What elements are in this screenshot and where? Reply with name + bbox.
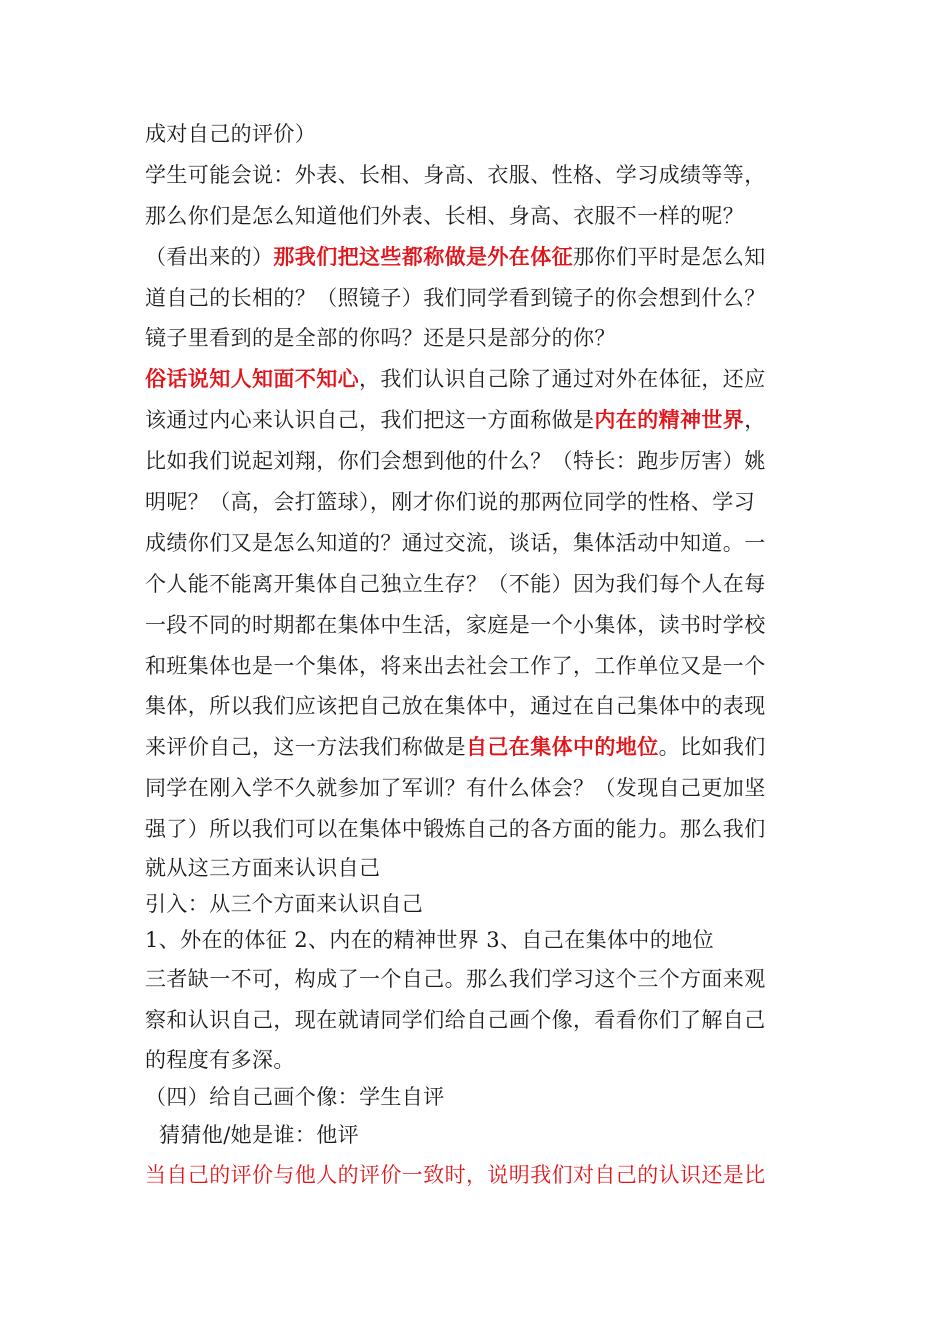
highlight-text: 俗话说知人知面不知心 <box>145 366 359 392</box>
paragraph-line <box>145 1000 810 1041</box>
text-segment: ，我们认识自己除了通过对外在体征，还应 <box>359 367 766 392</box>
paragraph-line <box>145 1115 810 1155</box>
highlight-text: 自己在集体中的地位 <box>466 734 659 760</box>
paragraph-line <box>145 441 810 482</box>
paragraph-line <box>145 278 810 319</box>
text-segment: 镜子里看到的是全部的你吗？还是只是部分的你？ <box>145 326 616 351</box>
paragraph-line <box>145 318 810 359</box>
paragraph-line <box>145 768 810 809</box>
paragraph-line <box>145 727 810 768</box>
paragraph-line <box>145 922 810 959</box>
text-segment: 引入：从三个方面来认识自己 <box>145 892 424 917</box>
paragraph-line <box>145 400 810 441</box>
paragraph-line <box>145 523 810 564</box>
text-segment: ， <box>744 408 766 433</box>
text-segment: 察和认识自己，现在就请同学们给自己画个像，看看你们了解自己 <box>145 1007 766 1032</box>
text-segment: 学生可能会说：外表、长相、身高、衣服、性格、学习成绩等等， <box>145 162 766 187</box>
text-segment: 1、外在的体征 2、内在的精神世界 3、自己在集体中的地位 <box>145 928 715 953</box>
text-segment: 猜猜他/她是谁：他评 <box>159 1122 360 1147</box>
paragraph-line <box>145 359 810 400</box>
text-segment: 来评价自己，这一方法我们称做是 <box>145 735 466 760</box>
paragraph-line <box>145 155 810 196</box>
text-segment: 的程度有多深。 <box>145 1047 295 1072</box>
highlight-text: 内在的精神世界 <box>594 407 745 433</box>
text-segment: 集体，所以我们应该把自己放在集体中，通过在自己集体中的表现 <box>145 694 766 719</box>
paragraph-line <box>145 237 810 278</box>
paragraph-line <box>145 564 810 605</box>
paragraph-line <box>145 959 810 1000</box>
paragraph-line <box>145 482 810 523</box>
text-segment: （看出来的） <box>145 244 274 269</box>
paragraph-line <box>145 1041 810 1079</box>
text-segment: 强了）所以我们可以在集体中锻炼自己的各方面的能力。那么我们 <box>145 817 766 842</box>
text-segment: 三者缺一不可，构成了一个自己。那么我们学习这个三个方面来观 <box>145 967 766 992</box>
text-segment: 成对自己的评价） <box>145 122 317 146</box>
text-segment: 同学在刚入学不久就参加了军训？有什么体会？（发现自己更加坚 <box>145 776 766 801</box>
paragraph-line <box>145 196 810 237</box>
paragraph-line <box>145 1079 810 1115</box>
paragraph-line <box>145 850 810 887</box>
paragraph-line <box>145 887 810 922</box>
text-segment: 就从这三方面来认识自己 <box>145 856 381 881</box>
paragraph-line <box>145 646 810 687</box>
document-page <box>145 114 810 1195</box>
paragraph-line <box>145 605 810 646</box>
text-segment: 道自己的长相的？（照镜子）我们同学看到镜子的你会想到什么？ <box>145 285 766 310</box>
text-segment: 。 <box>658 735 681 760</box>
text-segment: 一段不同的时期都在集体中生活，家庭是一个小集体，读书时学校 <box>145 612 766 637</box>
text-segment: 比如我们说起刘翔，你们会想到他的什么？（特长：跑步厉害）姚 <box>145 449 766 474</box>
highlight-text: 当自己的评价与他人的评价一致时，说明我们对自己的认识还是比 <box>145 1162 766 1187</box>
text-segment: 和班集体也是一个集体，将来出去社会工作了，工作单位又是一个 <box>145 653 766 678</box>
text-segment: 那你们平时是怎么知 <box>573 244 766 269</box>
text-segment: （四）给自己画个像：学生自评 <box>145 1084 445 1109</box>
paragraph-line <box>145 1155 810 1195</box>
highlight-text: 那我们把这些都称做是外在体征 <box>273 243 574 269</box>
text-segment: 成绩你们又是怎么知道的？通过交流，谈话，集体活动中知道。一 <box>145 530 766 555</box>
paragraph-line <box>145 114 810 155</box>
text-segment: 比如我们 <box>680 735 766 760</box>
text-segment: 那么你们是怎么知道他们外表、长相、身高、衣服不一样的呢？ <box>145 203 745 228</box>
text-segment: 该通过内心来认识自己，我们把这一方面称做是 <box>145 408 595 433</box>
text-segment: 个人能不能离开集体自己独立生存？（不能）因为我们每个人在每 <box>145 571 766 596</box>
text-segment: 明呢？（高，会打篮球），刚才你们说的那两位同学的性格、学习 <box>145 490 756 515</box>
paragraph-line <box>145 686 810 727</box>
paragraph-line <box>145 809 810 850</box>
